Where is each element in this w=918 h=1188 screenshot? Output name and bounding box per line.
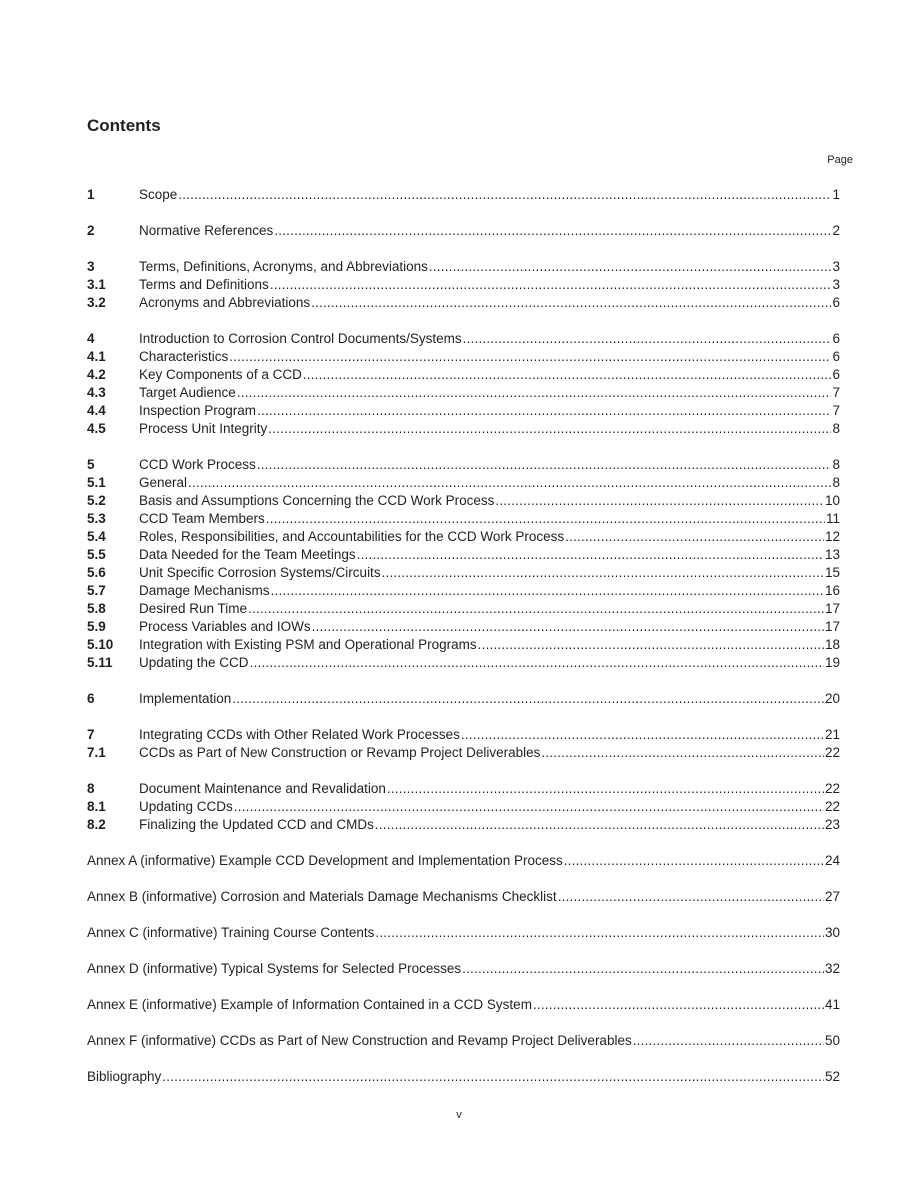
toc-entry-number: 5.9 — [87, 619, 106, 634]
toc-entry-number: 3.2 — [87, 295, 106, 310]
toc-entry-title: Terms and Definitions — [139, 277, 269, 292]
toc-group — [87, 1032, 840, 1050]
toc-entry-number: 3 — [87, 259, 95, 274]
toc-entry-number: 5.11 — [87, 655, 113, 670]
toc-entry[interactable] — [87, 726, 840, 744]
toc-entry[interactable] — [87, 330, 840, 348]
toc-entry[interactable] — [87, 258, 840, 276]
toc-entry-page: 16 — [824, 583, 840, 598]
toc-dot-leader — [312, 618, 824, 636]
toc-entry-title: Annex F (informative) CCDs as Part of New Construction and Revamp Project Deliverables — [87, 1033, 632, 1048]
toc-group — [87, 456, 840, 672]
toc-entry-page: 27 — [824, 889, 840, 904]
toc-entry-title: Desired Run Time — [139, 601, 248, 616]
toc-entry-number: 5.4 — [87, 529, 106, 544]
toc-dot-leader — [382, 564, 824, 582]
toc-entry[interactable] — [87, 798, 840, 816]
toc-entry-title: Annex D (informative) Typical Systems for Selected Processes — [87, 961, 462, 976]
toc-dot-leader — [268, 420, 831, 438]
toc-entry[interactable] — [87, 456, 840, 474]
toc-group — [87, 258, 840, 312]
toc-entry[interactable] — [87, 852, 840, 870]
toc-dot-leader — [270, 276, 832, 294]
toc-entry[interactable] — [87, 348, 840, 366]
toc-group — [87, 996, 840, 1014]
toc-entry-title: Introduction to Corrosion Control Documents/Systems — [139, 331, 462, 346]
toc-group — [87, 924, 840, 942]
toc-entry-title: General — [139, 475, 188, 490]
toc-entry[interactable] — [87, 492, 840, 510]
toc-entry-number: 4.2 — [87, 367, 106, 382]
toc-entry-page: 30 — [824, 925, 840, 940]
toc-entry-title: Normative References — [139, 223, 274, 238]
toc-dot-leader — [257, 402, 831, 420]
toc-entry-page: 18 — [824, 637, 840, 652]
toc-entry[interactable] — [87, 402, 840, 420]
toc-dot-leader — [375, 924, 824, 942]
toc-entry[interactable] — [87, 888, 840, 906]
toc-entry-page: 6 — [832, 367, 840, 382]
toc-dot-leader — [303, 366, 832, 384]
toc-dot-leader — [541, 744, 824, 762]
toc-dot-leader — [558, 888, 824, 906]
toc-entry-page: 8 — [832, 457, 840, 472]
toc-entry-page: 41 — [824, 997, 840, 1012]
toc-entry[interactable] — [87, 600, 840, 618]
toc-dot-leader — [533, 996, 824, 1014]
toc-entry[interactable] — [87, 582, 840, 600]
toc-entry-title: Annex A (informative) Example CCD Development and Implementation Process — [87, 853, 563, 868]
toc-entry-title: Process Unit Integrity — [139, 421, 268, 436]
toc-dot-leader — [565, 528, 824, 546]
toc-dot-leader — [429, 258, 832, 276]
toc-entry-page: 22 — [824, 745, 840, 760]
toc-entry-title: Terms, Definitions, Acronyms, and Abbreviations — [139, 259, 428, 274]
toc-entry[interactable] — [87, 1068, 840, 1086]
toc-dot-leader — [461, 726, 824, 744]
toc-entry[interactable] — [87, 744, 840, 762]
toc-entry-title: Target Audience — [139, 385, 236, 400]
toc-entry-number: 4.5 — [87, 421, 106, 436]
toc-entry-title: Bibliography — [87, 1069, 162, 1084]
toc-entry-page: 50 — [824, 1033, 840, 1048]
toc-entry-number: 7 — [87, 727, 95, 742]
toc-entry-number: 3.1 — [87, 277, 106, 292]
toc-entry-page: 17 — [824, 601, 840, 616]
toc-entry-page: 13 — [824, 547, 840, 562]
toc-entry[interactable] — [87, 780, 840, 798]
toc-entry-title: Unit Specific Corrosion Systems/Circuits — [139, 565, 381, 580]
toc-entry-number: 5.3 — [87, 511, 106, 526]
toc-entry-title: Updating the CCD — [139, 655, 249, 670]
toc-entry[interactable] — [87, 384, 840, 402]
toc-entry[interactable] — [87, 960, 840, 978]
toc-dot-leader — [357, 546, 824, 564]
toc-entry-page: 6 — [832, 295, 840, 310]
toc-entry-page: 8 — [832, 475, 840, 490]
toc-entry-number: 2 — [87, 223, 95, 238]
toc-dot-leader — [178, 186, 831, 204]
toc-group — [87, 960, 840, 978]
toc-entry-number: 1 — [87, 187, 95, 202]
toc-entry-title: CCDs as Part of New Construction or Revamp Project Deliverables — [139, 745, 541, 760]
toc-entry-page: 6 — [832, 331, 840, 346]
toc-entry-page: 2 — [832, 223, 840, 238]
toc-entry-number: 4.1 — [87, 349, 106, 364]
toc-entry-title: Finalizing the Updated CCD and CMDs — [139, 817, 374, 832]
toc-entry-page: 19 — [824, 655, 840, 670]
toc-entry[interactable] — [87, 1032, 840, 1050]
toc-dot-leader — [237, 384, 832, 402]
toc-entry-number: 7.1 — [87, 745, 106, 760]
toc-entry-title: Characteristics — [139, 349, 229, 364]
toc-entry[interactable] — [87, 924, 840, 942]
toc-group — [87, 852, 840, 870]
toc-dot-leader — [266, 510, 825, 528]
toc-entry-page: 1 — [832, 187, 840, 202]
toc-dot-leader — [564, 852, 824, 870]
toc-entry[interactable] — [87, 186, 840, 204]
toc-entry-title: CCD Team Members — [139, 511, 265, 526]
toc-entry-number: 5.2 — [87, 493, 106, 508]
toc-entry-title: Inspection Program — [139, 403, 257, 418]
toc-group — [87, 1068, 840, 1086]
toc-group — [87, 222, 840, 240]
toc-entry-page: 23 — [824, 817, 840, 832]
toc-entry-title: Implementation — [139, 691, 232, 706]
toc-dot-leader — [274, 222, 831, 240]
toc-entry-page: 7 — [832, 403, 840, 418]
table-of-contents — [87, 186, 840, 1104]
toc-entry[interactable] — [87, 690, 840, 708]
toc-dot-leader — [248, 600, 824, 618]
toc-entry-title: Basis and Assumptions Concerning the CCD Work Process — [139, 493, 495, 508]
toc-entry-number: 5 — [87, 457, 95, 472]
footer-page-number: v — [456, 1109, 462, 1121]
toc-entry-number: 5.6 — [87, 565, 106, 580]
toc-entry-number: 8 — [87, 781, 95, 796]
toc-entry-page: 10 — [824, 493, 840, 508]
toc-entry-number: 5.1 — [87, 475, 106, 490]
toc-entry-title: Roles, Responsibilities, and Accountabilities for the CCD Work Process — [139, 529, 565, 544]
toc-entry-title: Annex E (informative) Example of Information Contained in a CCD System — [87, 997, 532, 1012]
toc-dot-leader — [633, 1032, 824, 1050]
toc-entry-page: 7 — [832, 385, 840, 400]
toc-entry-title: Annex C (informative) Training Course Contents — [87, 925, 375, 940]
toc-entry-number: 4 — [87, 331, 95, 346]
toc-dot-leader — [229, 348, 831, 366]
toc-group — [87, 330, 840, 438]
toc-entry-title: Process Variables and IOWs — [139, 619, 311, 634]
toc-entry-number: 4.3 — [87, 385, 106, 400]
toc-entry-number: 5.10 — [87, 637, 114, 652]
toc-dot-leader — [232, 690, 824, 708]
toc-group — [87, 726, 840, 762]
toc-entry-page: 32 — [824, 961, 840, 976]
toc-dot-leader — [463, 330, 832, 348]
toc-entry-number: 8.1 — [87, 799, 106, 814]
toc-entry[interactable] — [87, 474, 840, 492]
toc-entry-title: Integrating CCDs with Other Related Work Processes — [139, 727, 460, 742]
toc-entry-title: Annex B (informative) Corrosion and Materials Damage Mechanisms Checklist — [87, 889, 557, 904]
toc-group — [87, 186, 840, 204]
toc-entry-number: 5.8 — [87, 601, 106, 616]
page-title: Contents — [87, 116, 161, 135]
toc-entry-page: 22 — [824, 799, 840, 814]
toc-entry-title: Acronyms and Abbreviations — [139, 295, 311, 310]
page-column-header: Page — [827, 154, 853, 166]
toc-entry-title: Damage Mechanisms — [139, 583, 270, 598]
toc-entry[interactable] — [87, 294, 840, 312]
toc-entry-page: 20 — [824, 691, 840, 706]
toc-entry-title: Integration with Existing PSM and Operational Programs — [139, 637, 477, 652]
toc-entry-number: 5.5 — [87, 547, 106, 562]
toc-entry-page: 11 — [825, 511, 840, 526]
toc-entry-page: 17 — [824, 619, 840, 634]
toc-entry-title: Data Needed for the Team Meetings — [139, 547, 356, 562]
toc-dot-leader — [387, 780, 824, 798]
toc-entry-title: Scope — [139, 187, 178, 202]
toc-group — [87, 780, 840, 834]
toc-dot-leader — [478, 636, 824, 654]
toc-entry-page: 21 — [824, 727, 840, 742]
toc-entry[interactable] — [87, 420, 840, 438]
toc-entry[interactable] — [87, 276, 840, 294]
toc-entry-page: 12 — [824, 529, 840, 544]
toc-dot-leader — [495, 492, 824, 510]
toc-entry-number: 5.7 — [87, 583, 106, 598]
toc-entry[interactable] — [87, 636, 840, 654]
toc-dot-leader — [462, 960, 824, 978]
toc-group — [87, 690, 840, 708]
toc-entry-number: 6 — [87, 691, 95, 706]
toc-entry-page: 3 — [832, 259, 840, 274]
toc-entry-page: 52 — [824, 1069, 840, 1084]
toc-entry-title: Key Components of a CCD — [139, 367, 302, 382]
toc-entry[interactable] — [87, 366, 840, 384]
toc-entry-title: Document Maintenance and Revalidation — [139, 781, 386, 796]
toc-dot-leader — [271, 582, 824, 600]
toc-entry-number: 4.4 — [87, 403, 106, 418]
toc-dot-leader — [234, 798, 824, 816]
toc-entry-page: 6 — [832, 349, 840, 364]
toc-entry[interactable] — [87, 618, 840, 636]
toc-entry-title: Updating CCDs — [139, 799, 233, 814]
toc-entry-page: 15 — [824, 565, 840, 580]
toc-entry[interactable] — [87, 816, 840, 834]
toc-dot-leader — [375, 816, 824, 834]
toc-entry[interactable] — [87, 222, 840, 240]
toc-dot-leader — [162, 1068, 824, 1086]
toc-entry-title: CCD Work Process — [139, 457, 256, 472]
toc-dot-leader — [311, 294, 831, 312]
toc-entry-page: 22 — [824, 781, 840, 796]
toc-entry-page: 24 — [824, 853, 840, 868]
toc-entry[interactable] — [87, 996, 840, 1014]
toc-entry-page: 8 — [832, 421, 840, 436]
toc-entry[interactable] — [87, 510, 840, 528]
toc-group — [87, 888, 840, 906]
toc-dot-leader — [257, 456, 832, 474]
toc-entry[interactable] — [87, 546, 840, 564]
toc-entry[interactable] — [87, 564, 840, 582]
toc-entry-number: 8.2 — [87, 817, 106, 832]
toc-dot-leader — [250, 654, 824, 672]
toc-entry-page: 3 — [832, 277, 840, 292]
toc-entry[interactable] — [87, 528, 840, 546]
toc-dot-leader — [188, 474, 831, 492]
toc-entry[interactable] — [87, 654, 840, 672]
